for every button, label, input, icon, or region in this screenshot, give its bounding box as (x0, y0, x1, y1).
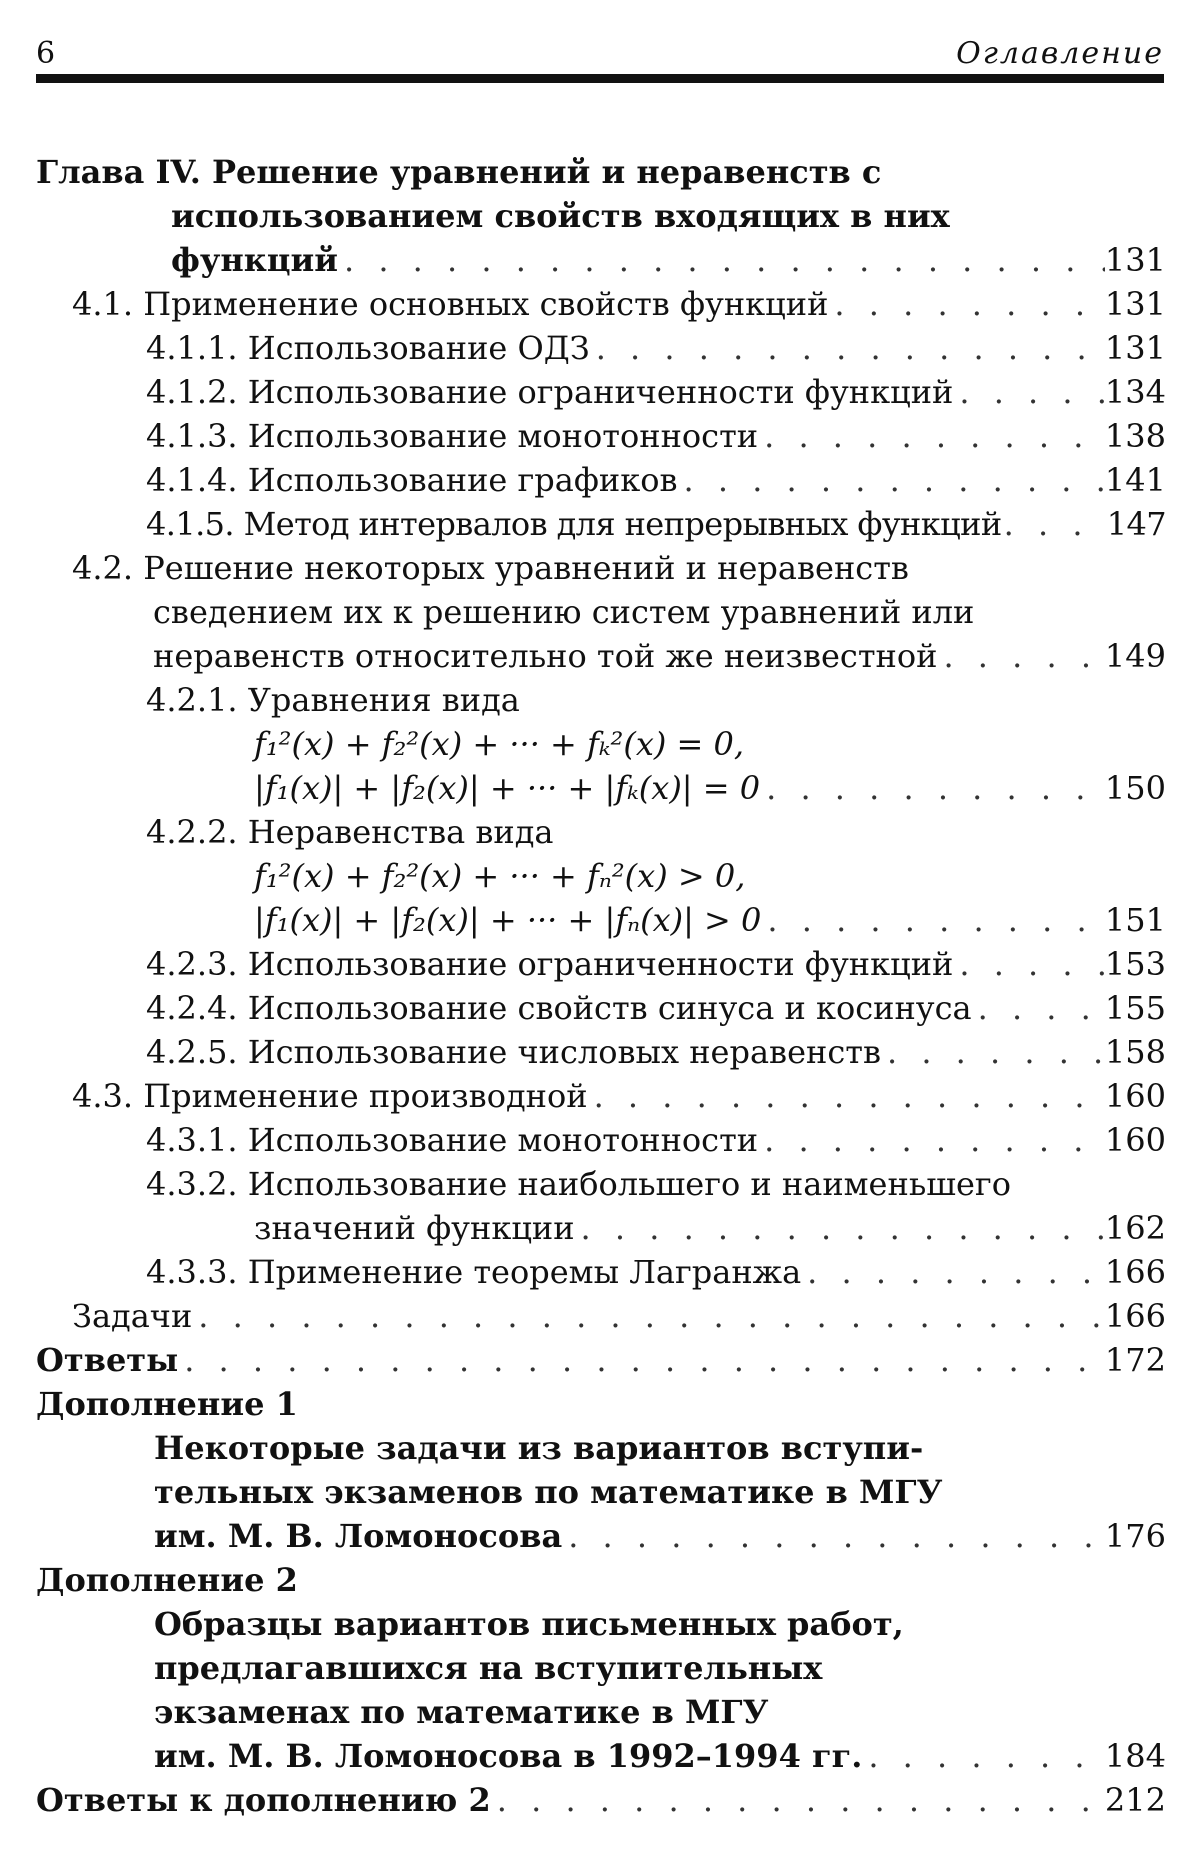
appendix-title-line-1: Некоторые задачи из вариантов вступи- (154, 1429, 924, 1467)
toc-subsection-4-1-4[interactable] (36, 458, 1166, 502)
subsection-number: 4.1.1. (146, 329, 238, 367)
page-ref: 153 (1104, 945, 1166, 983)
answers-title: Ответы (36, 1341, 179, 1379)
subsection-title: Использование ОДЗ (247, 329, 590, 367)
toc-section-4-2[interactable] (36, 546, 1166, 678)
appendix-title-line-4: им. М. В. Ломоносова в 1992–1994 гг. (154, 1737, 863, 1775)
formula-line-2: |f₁(x)| + |f₂(x)| + ··· + |fₙ(x)| > 0 (254, 901, 762, 939)
appendix-heading: Дополнение 2 (36, 1561, 298, 1599)
dot-leader (338, 238, 1105, 282)
page-ref: 212 (1104, 1781, 1166, 1819)
dot-leader (881, 1030, 1105, 1074)
appendix-heading: Дополнение 1 (36, 1385, 298, 1423)
section-number: 4.2. (72, 549, 134, 587)
dot-leader (953, 942, 1105, 986)
toc-appendix-2-answers[interactable] (36, 1778, 1166, 1822)
toc-subsection-4-2-1[interactable] (36, 678, 1166, 810)
section-number: 4.1. (72, 285, 134, 323)
toc-subsection-4-1-5[interactable] (36, 502, 1166, 546)
toc-subsection-4-2-2[interactable] (36, 810, 1166, 942)
subsection-title: Использование графиков (247, 461, 678, 499)
dot-leader (562, 1514, 1105, 1558)
dot-leader (575, 1206, 1105, 1250)
subsection-number: 4.3.1. (146, 1121, 238, 1159)
subsection-number: 4.1.3. (146, 417, 238, 455)
subsection-number: 4.1.2. (146, 373, 238, 411)
dot-leader (862, 1734, 1105, 1778)
page-ref: 184 (1104, 1737, 1166, 1775)
page-ref: 149 (1104, 637, 1166, 675)
toc-appendix-1[interactable] (36, 1382, 1166, 1558)
subsection-number: 4.2.1. (146, 681, 238, 719)
dot-leader (758, 414, 1105, 458)
appendix-title-line-2: предлагавшихся на вступительных (154, 1649, 823, 1687)
page-ref: 160 (1104, 1121, 1166, 1159)
subsection-title: Уравнения вида (247, 681, 520, 719)
section-title-line-3: неравенств относительно той же неизвестной (153, 637, 938, 675)
toc-subsection-4-1-1[interactable] (36, 326, 1166, 370)
appendix-title-line-2: тельных экзаменов по математике в МГУ (154, 1473, 943, 1511)
page-ref: 166 (1104, 1253, 1166, 1291)
dot-leader (937, 634, 1104, 678)
subsection-title-line-1: Использование наибольшего и наименьшего (247, 1165, 1011, 1203)
toc-problems[interactable] (36, 1294, 1166, 1338)
dot-leader (972, 986, 1105, 1030)
dot-leader (758, 1118, 1105, 1162)
toc-subsection-4-2-4[interactable] (36, 986, 1166, 1030)
page-ref: 141 (1104, 461, 1166, 499)
toc-answers[interactable] (36, 1338, 1166, 1382)
page-ref: 131 (1104, 329, 1166, 367)
dot-leader (178, 1338, 1105, 1382)
subsection-number: 4.2.4. (146, 989, 238, 1027)
problems-title: Задачи (72, 1297, 193, 1335)
toc-appendix-2[interactable] (36, 1558, 1166, 1778)
toc-chapter-4[interactable] (36, 150, 1166, 282)
page-ref: 166 (1104, 1297, 1166, 1335)
subsection-title: Использование монотонности (247, 417, 759, 455)
toc-section-4-3[interactable] (36, 1074, 1166, 1118)
chapter-title-line-3: функций (171, 241, 338, 279)
subsection-title: Применение теоремы Лагранжа (247, 1253, 802, 1291)
subsection-title: Метод интервалов для непрерывных функций (243, 505, 1002, 543)
formula-line-2: |f₁(x)| + |f₂(x)| + ··· + |fₖ(x)| = 0 (254, 769, 761, 807)
appendix-title-line-3: экзаменах по математике в МГУ (154, 1693, 769, 1731)
subsection-number: 4.1.5. (146, 505, 234, 543)
appendix-title-line-1: Образцы вариантов письменных работ, (154, 1605, 904, 1643)
dot-leader (491, 1778, 1105, 1822)
section-title: Применение производной (143, 1077, 588, 1115)
page-ref: 160 (1104, 1077, 1166, 1115)
toc-subsection-4-3-1[interactable] (36, 1118, 1166, 1162)
subsection-title: Использование ограниченности функций (247, 373, 954, 411)
toc-section-4-1[interactable] (36, 282, 1166, 326)
toc-subsection-4-3-3[interactable] (36, 1250, 1166, 1294)
chapter-title-line-1: Глава IV. Решение уравнений и неравенств с (36, 153, 882, 191)
header-rule (36, 74, 1164, 83)
subsection-number: 4.1.4. (146, 461, 238, 499)
section-title-line-2: сведением их к решению систем уравнений или (153, 593, 975, 631)
toc-subsection-4-1-3[interactable] (36, 414, 1166, 458)
page-ref: 162 (1104, 1209, 1166, 1247)
table-of-contents (36, 150, 1166, 1822)
toc-subsection-4-1-2[interactable] (36, 370, 1166, 414)
subsection-number: 4.2.3. (146, 945, 238, 983)
page-ref: 147 (1106, 505, 1166, 543)
page-ref: 155 (1104, 989, 1166, 1027)
page-ref: 131 (1104, 285, 1166, 323)
appendix-answers-title: Ответы к дополнению 2 (36, 1781, 491, 1819)
toc-subsection-4-2-3[interactable] (36, 942, 1166, 986)
subsection-title: Неравенства вида (247, 813, 554, 851)
dot-leader (828, 282, 1105, 326)
dot-leader (953, 370, 1105, 414)
subsection-number: 4.3.2. (146, 1165, 238, 1203)
dot-leader (1002, 502, 1107, 546)
toc-subsection-4-2-5[interactable] (36, 1030, 1166, 1074)
section-title-line-1: Решение некоторых уравнений и неравенств (143, 549, 909, 587)
page-ref: 172 (1104, 1341, 1166, 1379)
subsection-number: 4.2.5. (146, 1033, 238, 1071)
toc-subsection-4-3-2[interactable] (36, 1162, 1166, 1250)
page-ref: 151 (1104, 901, 1166, 939)
page-ref: 150 (1104, 769, 1166, 807)
subsection-title-line-2: значений функции (254, 1209, 575, 1247)
page-ref: 158 (1104, 1033, 1166, 1071)
dot-leader (678, 458, 1105, 502)
running-title: Оглавление (956, 36, 1164, 71)
page-header (36, 28, 1164, 80)
subsection-title: Использование свойств синуса и косинуса (247, 989, 972, 1027)
subsection-number: 4.3.3. (146, 1253, 238, 1291)
page-ref: 131 (1104, 241, 1166, 279)
subsection-title: Использование монотонности (247, 1121, 759, 1159)
subsection-title: Использование ограниченности функций (247, 945, 954, 983)
section-number: 4.3. (72, 1077, 134, 1115)
dot-leader (588, 1074, 1105, 1118)
dot-leader (760, 766, 1105, 810)
subsection-number: 4.2.2. (146, 813, 238, 851)
section-title: Применение основных свойств функций (143, 285, 829, 323)
page-number: 6 (36, 36, 57, 71)
page-ref: 176 (1104, 1517, 1166, 1555)
dot-leader (761, 898, 1105, 942)
page-ref: 138 (1104, 417, 1166, 455)
appendix-title-line-3: им. М. В. Ломоносова (154, 1517, 563, 1555)
formula-line-1: f₁²(x) + f₂²(x) + ··· + fₖ²(x) = 0, (254, 725, 745, 763)
dot-leader (590, 326, 1105, 370)
subsection-title: Использование числовых неравенств (247, 1033, 881, 1071)
dot-leader (192, 1294, 1105, 1338)
formula-line-1: f₁²(x) + f₂²(x) + ··· + fₙ²(x) > 0, (254, 857, 746, 895)
dot-leader (801, 1250, 1105, 1294)
page-ref: 134 (1104, 373, 1166, 411)
chapter-title-line-2: использованием свойств входящих в них (171, 197, 950, 235)
